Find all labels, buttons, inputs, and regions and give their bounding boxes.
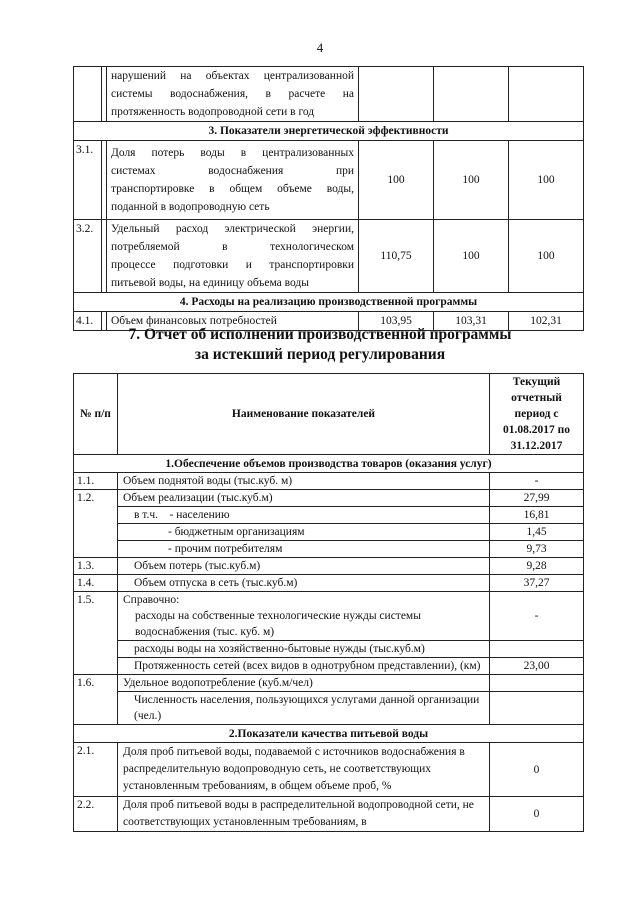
row-name: Объем отпуска в сеть (тыс.куб.м) bbox=[118, 575, 490, 592]
value-cell: 100 bbox=[434, 141, 509, 220]
section-row bbox=[74, 122, 584, 141]
table-row bbox=[74, 658, 584, 675]
section-7-title: 7. Отчет об исполнении производственной программы bbox=[128, 326, 512, 343]
section-4-title: 4. Расходы на реализацию производственной программы bbox=[74, 293, 584, 312]
table-row bbox=[74, 558, 584, 575]
header-period: Текущий отчетный период с 01.08.2017 по 31.12.2017 bbox=[490, 374, 584, 455]
value-cell: - bbox=[490, 592, 584, 641]
row-number: 1.1. bbox=[74, 473, 118, 490]
row-name: Удельное водопотребление (куб.м/чел) bbox=[118, 675, 490, 692]
value-cell: 27,99 bbox=[490, 490, 584, 507]
table-row bbox=[74, 507, 584, 524]
value-cell: 16,81 bbox=[490, 507, 584, 524]
value-cell: - bbox=[490, 473, 584, 490]
value-cell: 0 bbox=[490, 797, 584, 832]
table-row bbox=[74, 641, 584, 658]
row-number: 4.1. bbox=[74, 312, 102, 331]
row-name: - бюджетным организациям bbox=[118, 524, 490, 541]
row-name: расходы воды на хозяйственно-бытовые нужды (тыс.куб.м) bbox=[118, 641, 490, 658]
row-number: 3.1. bbox=[74, 141, 102, 220]
row-number: 1.2. bbox=[74, 490, 118, 558]
row-name: Доля потерь воды в централизованных системах водоснабжения при транспортировке в общем объеме воды, поданной в водопроводную сеть bbox=[107, 141, 359, 220]
value-cell bbox=[490, 692, 584, 725]
row-number: 1.6. bbox=[74, 675, 118, 725]
row-name: Доля проб питьевой воды, подаваемой с источников водоснабжения в распределительную водопроводную сеть, не соответствующих установленным требованиям, в общем объеме проб, % bbox=[118, 743, 490, 797]
section-2-title: 2.Показатели качества питьевой воды bbox=[74, 725, 584, 743]
row-name: Справочно: расходы на собственные технологические нужды системы водоснабжения (тыс. куб. м) bbox=[118, 592, 490, 641]
section-7-subtitle: за истекший период регулирования bbox=[194, 346, 446, 363]
row-name: Численность населения, пользующихся услугами данной организации (чел.) bbox=[118, 692, 490, 725]
value-cell: 102,31 bbox=[509, 312, 584, 331]
report-table bbox=[73, 373, 584, 832]
row-name: - прочим потребителям bbox=[118, 541, 490, 558]
table-row bbox=[74, 67, 584, 122]
row-name: Объем реализации (тыс.куб.м) bbox=[118, 490, 490, 507]
row-name: Доля проб питьевой воды в распределительной водопроводной сети, не соответствующих установленным требованиям, в bbox=[118, 797, 490, 832]
row-name: Объем потерь (тыс.куб.м) bbox=[118, 558, 490, 575]
row-number: 2.1. bbox=[74, 743, 118, 797]
value-cell: 23,00 bbox=[490, 658, 584, 675]
value-cell: 100 bbox=[434, 220, 509, 293]
value-cell: 100 bbox=[509, 220, 584, 293]
row-name: Объем поднятой воды (тыс.куб. м) bbox=[118, 473, 490, 490]
row-name: Протяженность сетей (всех видов в однотрубном представлении), (км) bbox=[118, 658, 490, 675]
value-cell: 9,73 bbox=[490, 541, 584, 558]
value-cell: 103,95 bbox=[359, 312, 434, 331]
row-number: 3.2. bbox=[74, 220, 102, 293]
row-name: Объем финансовых потребностей bbox=[107, 312, 359, 331]
table-row bbox=[74, 490, 584, 507]
value-cell: 103,31 bbox=[434, 312, 509, 331]
section-1-title: 1.Обеспечение объемов производства товаров (оказания услуг) bbox=[74, 455, 584, 473]
row-number: 1.4. bbox=[74, 575, 118, 592]
value-cell bbox=[490, 675, 584, 692]
value-cell: 100 bbox=[509, 141, 584, 220]
table-row bbox=[74, 541, 584, 558]
table-row bbox=[74, 220, 584, 293]
table-row bbox=[74, 473, 584, 490]
header-name: Наименование показателей bbox=[118, 374, 490, 455]
value-cell: 37,27 bbox=[490, 575, 584, 592]
value-cell: 100 bbox=[359, 141, 434, 220]
section-row bbox=[74, 725, 584, 743]
page-number: 4 bbox=[316, 40, 324, 55]
section-row bbox=[74, 293, 584, 312]
table-row bbox=[74, 592, 584, 641]
table-row bbox=[74, 141, 584, 220]
table-row bbox=[74, 797, 584, 832]
table-row bbox=[74, 524, 584, 541]
header-row bbox=[74, 374, 584, 455]
row-number: 1.5. bbox=[74, 592, 118, 675]
value-cell bbox=[490, 641, 584, 658]
value-cell: 9,28 bbox=[490, 558, 584, 575]
table-row bbox=[74, 675, 584, 692]
table-row bbox=[74, 743, 584, 797]
table-row bbox=[74, 692, 584, 725]
row-number bbox=[74, 67, 102, 122]
section-row bbox=[74, 455, 584, 473]
section-3-title: 3. Показатели энергетической эффективности bbox=[74, 122, 584, 141]
indicators-table-continued bbox=[73, 66, 584, 331]
table-row bbox=[74, 575, 584, 592]
value-cell: 0 bbox=[490, 743, 584, 797]
header-num: № п/п bbox=[74, 374, 118, 455]
row-number: 2.2. bbox=[74, 797, 118, 832]
row-number: 1.3. bbox=[74, 558, 118, 575]
row-name: Удельный расход электрической энергии, потребляемой в технологическом процессе подготовки и транспортировки питьевой воды, на единицу объема воды bbox=[107, 220, 359, 293]
value-cell: 110,75 bbox=[359, 220, 434, 293]
value-cell: 1,45 bbox=[490, 524, 584, 541]
row-name: нарушений на объектах централизованной системы водоснабжения, в расчете на протяженность водопроводной сети в год bbox=[107, 67, 359, 122]
row-name: в т.ч. - населению bbox=[118, 507, 490, 524]
